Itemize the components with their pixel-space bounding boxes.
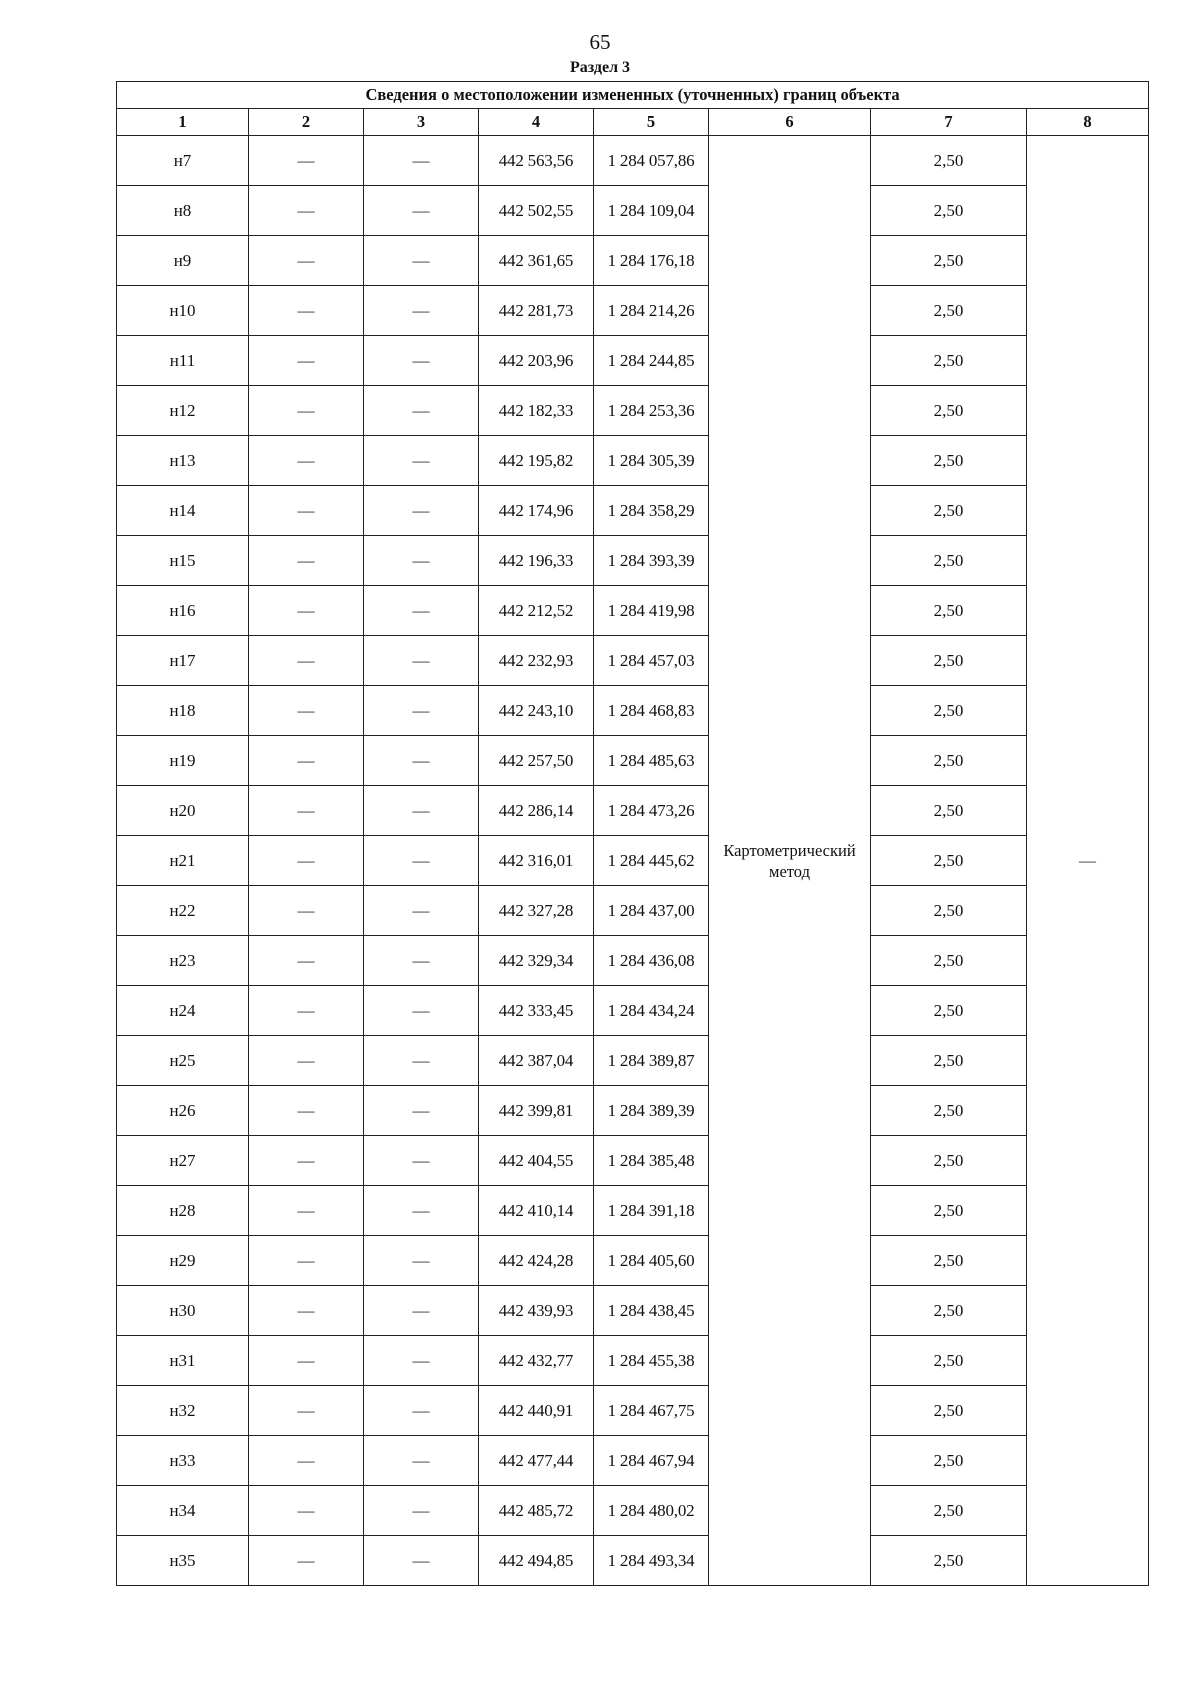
page-number: 65 [589, 30, 611, 54]
y-coordinate-cell: 1 284 493,34 [594, 1536, 709, 1586]
y-coordinate-cell: 1 284 391,18 [594, 1186, 709, 1236]
column-3-cell: — [364, 1286, 479, 1336]
column-2-cell: — [249, 486, 364, 536]
section-title: Раздел 3 [569, 59, 631, 76]
y-coordinate-cell: 1 284 214,26 [594, 286, 709, 336]
column-2-cell: — [249, 286, 364, 336]
accuracy-cell: 2,50 [871, 286, 1027, 336]
point-name-cell: н26 [117, 1086, 249, 1136]
table-row [117, 1486, 1149, 1536]
column-2-cell: — [249, 336, 364, 386]
accuracy-cell: 2,50 [871, 136, 1027, 186]
point-name-cell: н32 [117, 1386, 249, 1436]
column-2-cell: — [249, 1186, 364, 1236]
column-2-cell: — [249, 1286, 364, 1336]
column-3-cell: — [364, 836, 479, 886]
table-row [117, 586, 1149, 636]
table-row [117, 1036, 1149, 1086]
accuracy-cell: 2,50 [871, 1036, 1027, 1086]
column-2-cell: — [249, 1436, 364, 1486]
accuracy-cell: 2,50 [871, 636, 1027, 686]
x-coordinate-cell: 442 404,55 [479, 1136, 594, 1186]
table-row [117, 886, 1149, 936]
point-name-cell: н24 [117, 986, 249, 1036]
column-3-cell: — [364, 1186, 479, 1236]
x-coordinate-cell: 442 327,28 [479, 886, 594, 936]
point-name-cell: н22 [117, 886, 249, 936]
x-coordinate-cell: 442 361,65 [479, 236, 594, 286]
column-2-cell: — [249, 136, 364, 186]
point-name-cell: н33 [117, 1436, 249, 1486]
column-2-cell: — [249, 786, 364, 836]
column-2-cell: — [249, 1336, 364, 1386]
column-3-cell: — [364, 486, 479, 536]
column-3-cell: — [364, 1436, 479, 1486]
x-coordinate-cell: 442 440,91 [479, 1386, 594, 1436]
column-number: 2 [249, 109, 364, 136]
point-name-cell: н11 [117, 336, 249, 386]
point-name-cell: н10 [117, 286, 249, 336]
table-row [117, 1086, 1149, 1136]
accuracy-cell: 2,50 [871, 1236, 1027, 1286]
x-coordinate-cell: 442 439,93 [479, 1286, 594, 1336]
x-coordinate-cell: 442 494,85 [479, 1536, 594, 1586]
x-coordinate-cell: 442 212,52 [479, 586, 594, 636]
column-number: 4 [479, 109, 594, 136]
accuracy-cell: 2,50 [871, 1436, 1027, 1486]
table-row [117, 686, 1149, 736]
accuracy-cell: 2,50 [871, 1536, 1027, 1586]
column-3-cell: — [364, 736, 479, 786]
column-number: 7 [871, 109, 1027, 136]
column-3-cell: — [364, 236, 479, 286]
y-coordinate-cell: 1 284 305,39 [594, 436, 709, 486]
accuracy-cell: 2,50 [871, 786, 1027, 836]
accuracy-cell: 2,50 [871, 686, 1027, 736]
column-3-cell: — [364, 1236, 479, 1286]
x-coordinate-cell: 442 477,44 [479, 1436, 594, 1486]
x-coordinate-cell: 442 232,93 [479, 636, 594, 686]
accuracy-cell: 2,50 [871, 486, 1027, 536]
column-number: 6 [709, 109, 871, 136]
y-coordinate-cell: 1 284 473,26 [594, 786, 709, 836]
column-2-cell: — [249, 1236, 364, 1286]
y-coordinate-cell: 1 284 480,02 [594, 1486, 709, 1536]
column-2-cell: — [249, 1486, 364, 1536]
accuracy-cell: 2,50 [871, 1386, 1027, 1436]
column-3-cell: — [364, 586, 479, 636]
y-coordinate-cell: 1 284 389,87 [594, 1036, 709, 1086]
column-2-cell: — [249, 1386, 364, 1436]
table-row [117, 1436, 1149, 1486]
point-name-cell: н8 [117, 186, 249, 236]
column-3-cell: — [364, 436, 479, 486]
column-2-cell: — [249, 886, 364, 936]
table-row [117, 836, 1149, 886]
y-coordinate-cell: 1 284 437,00 [594, 886, 709, 936]
point-name-cell: н16 [117, 586, 249, 636]
table-row [117, 186, 1149, 236]
accuracy-cell: 2,50 [871, 336, 1027, 386]
y-coordinate-cell: 1 284 393,39 [594, 536, 709, 586]
y-coordinate-cell: 1 284 405,60 [594, 1236, 709, 1286]
point-name-cell: н12 [117, 386, 249, 436]
x-coordinate-cell: 442 432,77 [479, 1336, 594, 1386]
table-row [117, 236, 1149, 286]
y-coordinate-cell: 1 284 358,29 [594, 486, 709, 536]
column-3-cell: — [364, 636, 479, 686]
table-row [117, 136, 1149, 186]
table-row [117, 286, 1149, 336]
point-name-cell: н20 [117, 786, 249, 836]
accuracy-cell: 2,50 [871, 186, 1027, 236]
column-2-cell: — [249, 1086, 364, 1136]
column-number: 5 [594, 109, 709, 136]
column-8-cell: — [1027, 136, 1149, 1586]
column-2-cell: — [249, 236, 364, 286]
column-2-cell: — [249, 986, 364, 1036]
column-3-cell: — [364, 136, 479, 186]
table-row [117, 1236, 1149, 1286]
point-name-cell: н23 [117, 936, 249, 986]
table-row [117, 986, 1149, 1036]
y-coordinate-cell: 1 284 109,04 [594, 186, 709, 236]
point-name-cell: н13 [117, 436, 249, 486]
x-coordinate-cell: 442 281,73 [479, 286, 594, 336]
x-coordinate-cell: 442 424,28 [479, 1236, 594, 1286]
y-coordinate-cell: 1 284 057,86 [594, 136, 709, 186]
column-3-cell: — [364, 286, 479, 336]
x-coordinate-cell: 442 316,01 [479, 836, 594, 886]
x-coordinate-cell: 442 196,33 [479, 536, 594, 586]
point-name-cell: н17 [117, 636, 249, 686]
y-coordinate-cell: 1 284 389,39 [594, 1086, 709, 1136]
column-3-cell: — [364, 686, 479, 736]
column-3-cell: — [364, 886, 479, 936]
x-coordinate-cell: 442 485,72 [479, 1486, 594, 1536]
column-2-cell: — [249, 1136, 364, 1186]
y-coordinate-cell: 1 284 467,94 [594, 1436, 709, 1486]
table-row [117, 486, 1149, 536]
table-row [117, 436, 1149, 486]
accuracy-cell: 2,50 [871, 936, 1027, 986]
x-coordinate-cell: 442 257,50 [479, 736, 594, 786]
table-caption: Сведения о местоположении измененных (уточненных) границ объекта [117, 82, 1149, 109]
column-3-cell: — [364, 1536, 479, 1586]
point-name-cell: н35 [117, 1536, 249, 1586]
y-coordinate-cell: 1 284 176,18 [594, 236, 709, 286]
column-3-cell: — [364, 1086, 479, 1136]
column-2-cell: — [249, 686, 364, 736]
point-name-cell: н34 [117, 1486, 249, 1536]
point-name-cell: н19 [117, 736, 249, 786]
table-row [117, 1136, 1149, 1186]
column-2-cell: — [249, 736, 364, 786]
y-coordinate-cell: 1 284 455,38 [594, 1336, 709, 1386]
column-3-cell: — [364, 936, 479, 986]
accuracy-cell: 2,50 [871, 1136, 1027, 1186]
x-coordinate-cell: 442 286,14 [479, 786, 594, 836]
x-coordinate-cell: 442 182,33 [479, 386, 594, 436]
y-coordinate-cell: 1 284 244,85 [594, 336, 709, 386]
x-coordinate-cell: 442 243,10 [479, 686, 594, 736]
point-name-cell: н7 [117, 136, 249, 186]
accuracy-cell: 2,50 [871, 236, 1027, 286]
column-3-cell: — [364, 986, 479, 1036]
x-coordinate-cell: 442 195,82 [479, 436, 594, 486]
accuracy-cell: 2,50 [871, 536, 1027, 586]
column-3-cell: — [364, 1136, 479, 1186]
accuracy-cell: 2,50 [871, 836, 1027, 886]
column-3-cell: — [364, 1336, 479, 1386]
accuracy-cell: 2,50 [871, 1486, 1027, 1536]
x-coordinate-cell: 442 174,96 [479, 486, 594, 536]
column-2-cell: — [249, 586, 364, 636]
x-coordinate-cell: 442 399,81 [479, 1086, 594, 1136]
table-row [117, 1336, 1149, 1386]
boundary-table [116, 81, 1149, 1586]
column-2-cell: — [249, 636, 364, 686]
table-caption-row [117, 82, 1149, 109]
x-coordinate-cell: 442 203,96 [479, 336, 594, 386]
column-2-cell: — [249, 386, 364, 436]
table-row [117, 386, 1149, 436]
column-3-cell: — [364, 1486, 479, 1536]
accuracy-cell: 2,50 [871, 1336, 1027, 1386]
column-2-cell: — [249, 836, 364, 886]
table-row [117, 1186, 1149, 1236]
point-name-cell: н21 [117, 836, 249, 886]
y-coordinate-cell: 1 284 434,24 [594, 986, 709, 1036]
column-3-cell: — [364, 1386, 479, 1436]
column-2-cell: — [249, 1536, 364, 1586]
column-number: 3 [364, 109, 479, 136]
x-coordinate-cell: 442 410,14 [479, 1186, 594, 1236]
accuracy-cell: 2,50 [871, 1286, 1027, 1336]
y-coordinate-cell: 1 284 485,63 [594, 736, 709, 786]
table-row [117, 536, 1149, 586]
point-name-cell: н28 [117, 1186, 249, 1236]
y-coordinate-cell: 1 284 385,48 [594, 1136, 709, 1186]
x-coordinate-cell: 442 387,04 [479, 1036, 594, 1086]
column-number: 1 [117, 109, 249, 136]
y-coordinate-cell: 1 284 419,98 [594, 586, 709, 636]
table-row [117, 336, 1149, 386]
y-coordinate-cell: 1 284 468,83 [594, 686, 709, 736]
point-name-cell: н27 [117, 1136, 249, 1186]
table-row [117, 636, 1149, 686]
column-3-cell: — [364, 386, 479, 436]
table-row [117, 1286, 1149, 1336]
point-name-cell: н9 [117, 236, 249, 286]
x-coordinate-cell: 442 329,34 [479, 936, 594, 986]
column-3-cell: — [364, 336, 479, 386]
y-coordinate-cell: 1 284 436,08 [594, 936, 709, 986]
point-name-cell: н25 [117, 1036, 249, 1086]
table-row [117, 786, 1149, 836]
point-name-cell: н30 [117, 1286, 249, 1336]
table-row [117, 1536, 1149, 1586]
accuracy-cell: 2,50 [871, 436, 1027, 486]
point-name-cell: н15 [117, 536, 249, 586]
x-coordinate-cell: 442 333,45 [479, 986, 594, 1036]
column-number: 8 [1027, 109, 1149, 136]
y-coordinate-cell: 1 284 253,36 [594, 386, 709, 436]
column-2-cell: — [249, 536, 364, 586]
accuracy-cell: 2,50 [871, 386, 1027, 436]
x-coordinate-cell: 442 502,55 [479, 186, 594, 236]
accuracy-cell: 2,50 [871, 886, 1027, 936]
method-cell: Картометрический метод [709, 136, 871, 1586]
table-row [117, 936, 1149, 986]
accuracy-cell: 2,50 [871, 1086, 1027, 1136]
accuracy-cell: 2,50 [871, 736, 1027, 786]
column-3-cell: — [364, 1036, 479, 1086]
column-3-cell: — [364, 786, 479, 836]
column-2-cell: — [249, 436, 364, 486]
point-name-cell: н18 [117, 686, 249, 736]
column-number-row [117, 109, 1149, 136]
table-row [117, 1386, 1149, 1436]
column-2-cell: — [249, 186, 364, 236]
y-coordinate-cell: 1 284 457,03 [594, 636, 709, 686]
accuracy-cell: 2,50 [871, 586, 1027, 636]
table-row [117, 736, 1149, 786]
column-3-cell: — [364, 536, 479, 586]
point-name-cell: н14 [117, 486, 249, 536]
point-name-cell: н29 [117, 1236, 249, 1286]
accuracy-cell: 2,50 [871, 1186, 1027, 1236]
column-2-cell: — [249, 1036, 364, 1086]
y-coordinate-cell: 1 284 438,45 [594, 1286, 709, 1336]
column-3-cell: — [364, 186, 479, 236]
accuracy-cell: 2,50 [871, 986, 1027, 1036]
y-coordinate-cell: 1 284 445,62 [594, 836, 709, 886]
y-coordinate-cell: 1 284 467,75 [594, 1386, 709, 1436]
table-body [117, 82, 1149, 1586]
x-coordinate-cell: 442 563,56 [479, 136, 594, 186]
column-2-cell: — [249, 936, 364, 986]
point-name-cell: н31 [117, 1336, 249, 1386]
